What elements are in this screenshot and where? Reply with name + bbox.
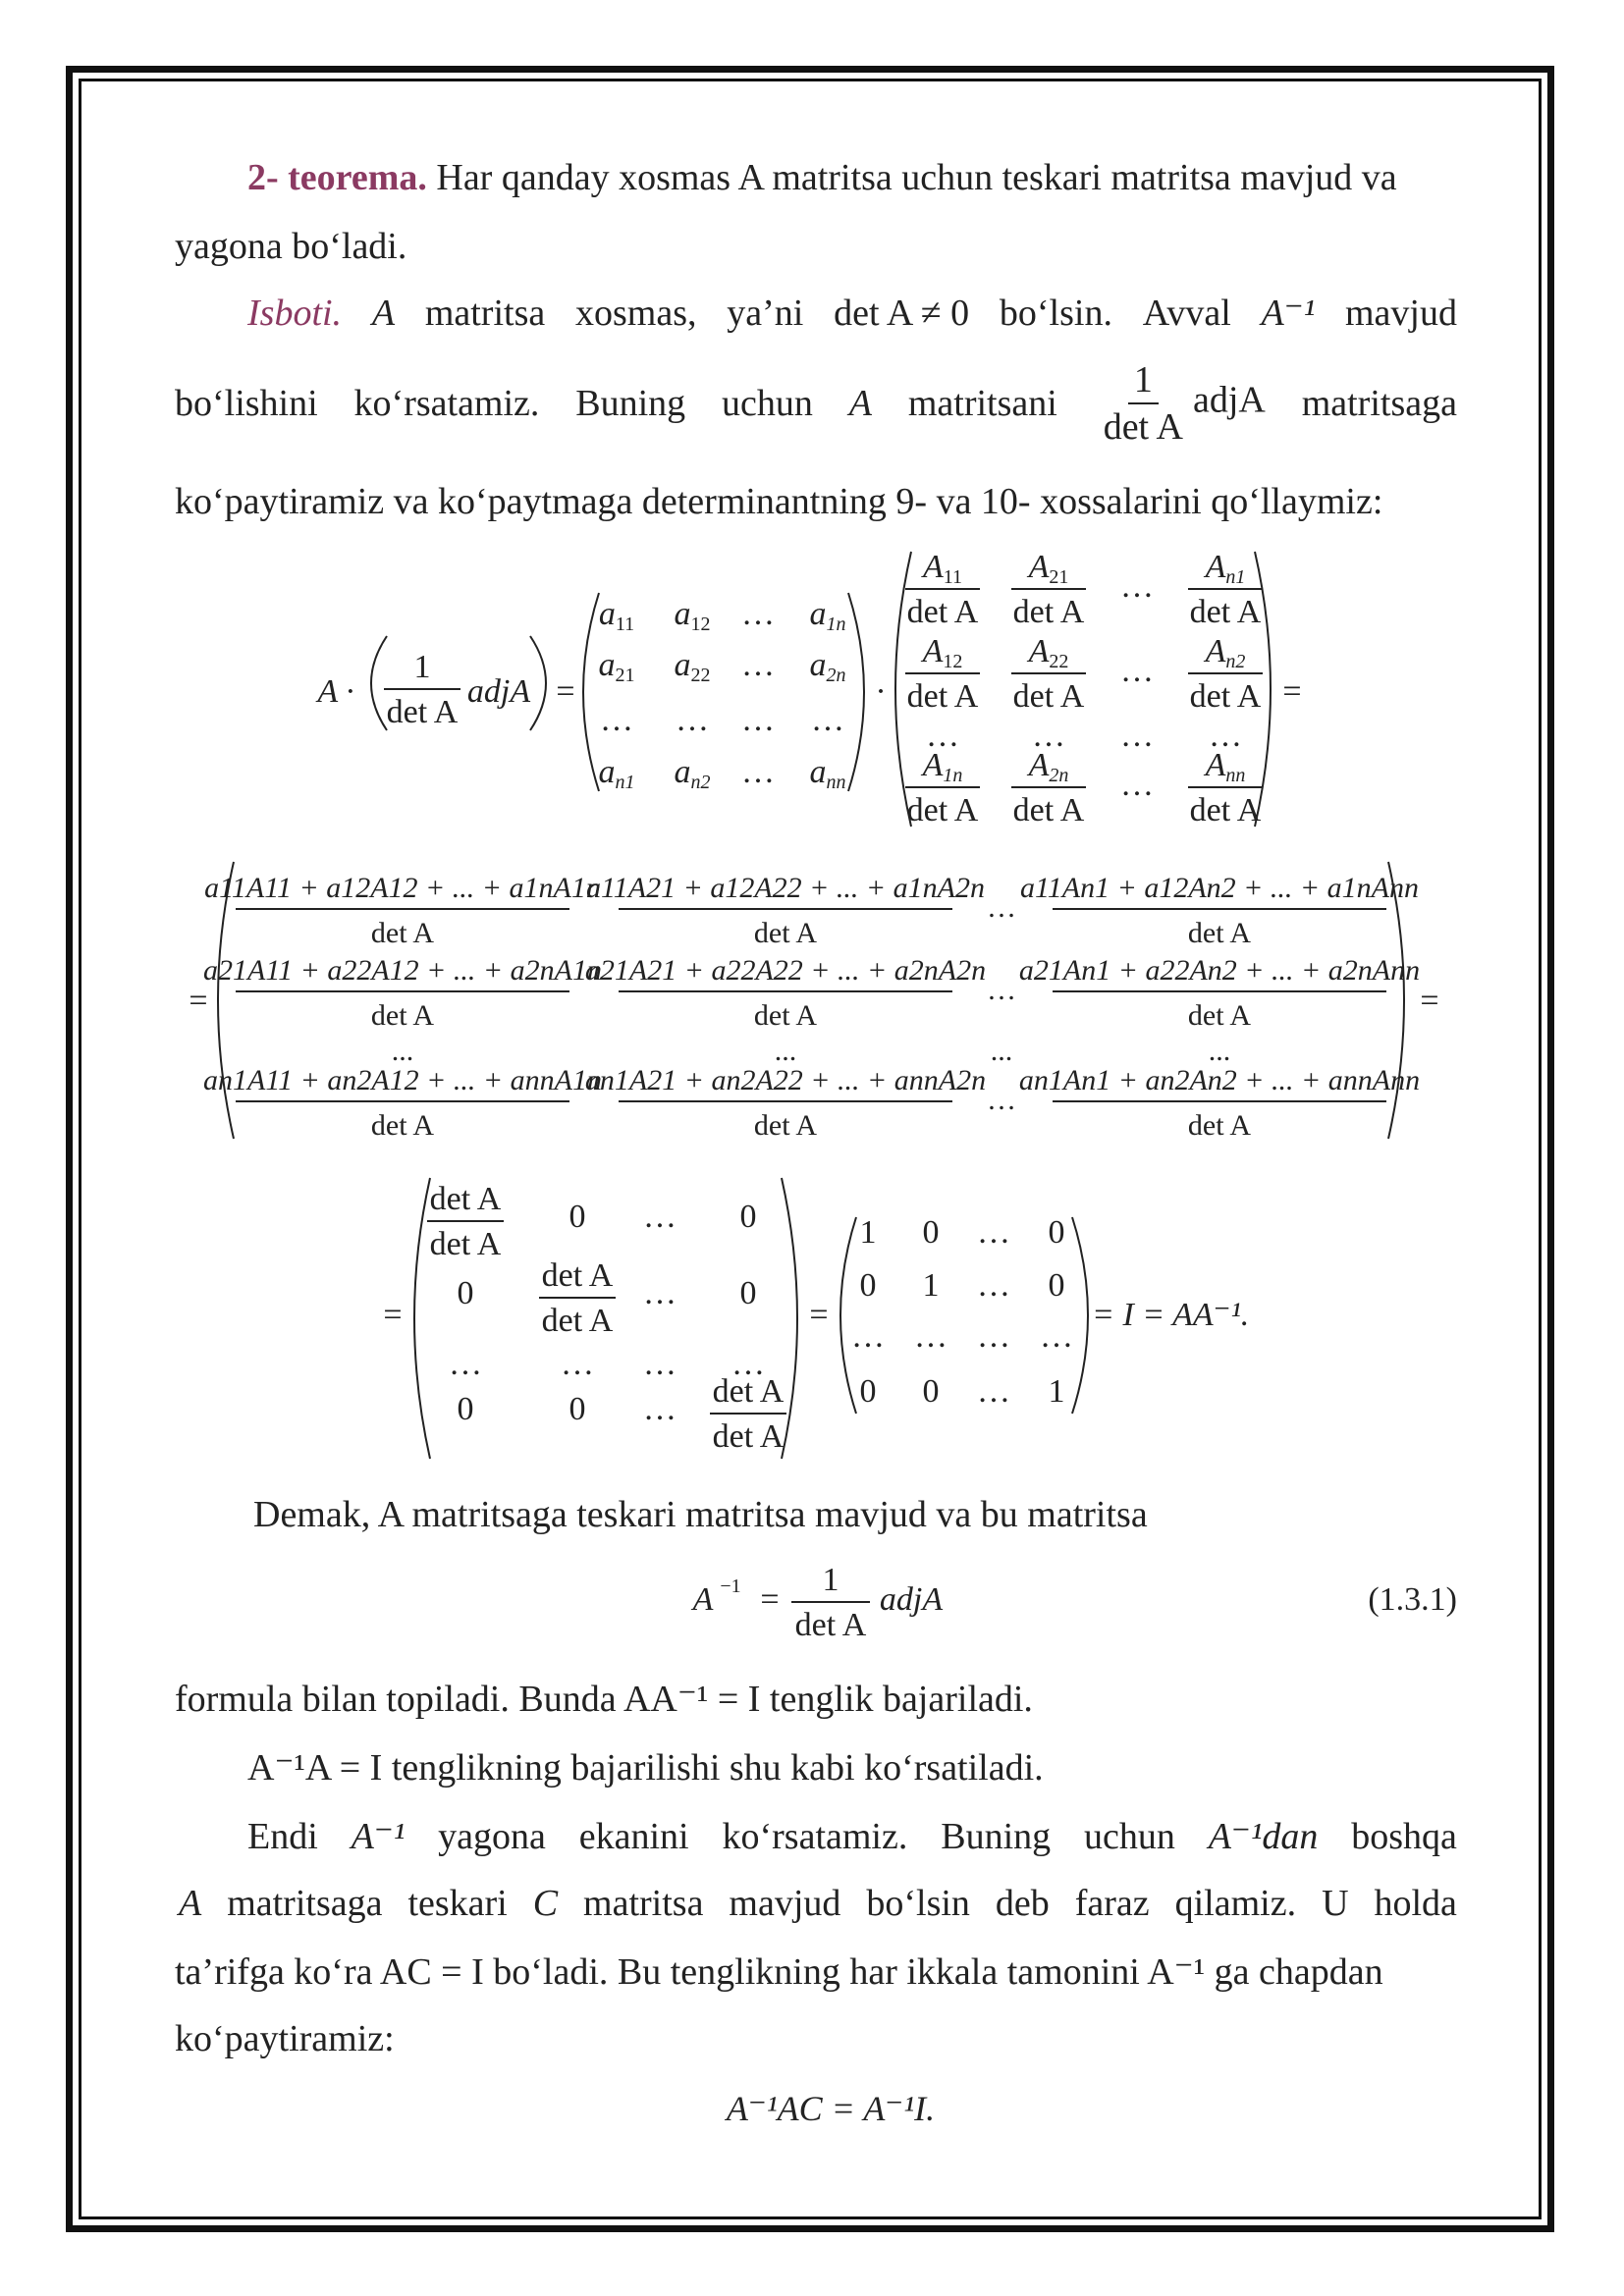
word: Buning	[575, 383, 686, 424]
math-text: det A	[1189, 678, 1262, 715]
math-text: …	[987, 974, 1016, 1006]
math-text: 1	[1048, 1373, 1065, 1410]
math-text: …	[977, 1373, 1010, 1410]
matrix-entry: A22	[1028, 633, 1069, 672]
matrix-entry: …	[600, 702, 633, 738]
math-text: …	[449, 1346, 482, 1382]
math-text: …	[987, 891, 1016, 924]
math-text: det A	[1012, 678, 1085, 715]
word: ya’ni	[727, 293, 804, 334]
word: qilamiz.	[1174, 1883, 1297, 1924]
word: ekanini	[578, 1816, 689, 1857]
math-text: …	[1120, 718, 1154, 754]
math-text: A	[692, 1581, 714, 1618]
math-text: det A	[541, 1257, 614, 1294]
math-text: ...	[774, 1035, 797, 1067]
word: det A ≠ 0	[834, 293, 970, 334]
theorem-text-cont: yagona bo‘ladi.	[175, 226, 407, 267]
math-text: det A	[386, 694, 459, 730]
equation-expanded	[189, 862, 1438, 1142]
word: ko‘rsatamiz.	[722, 1816, 908, 1857]
math-text: =	[1282, 673, 1302, 710]
math-text: =	[556, 673, 575, 710]
math-text: det A	[712, 1418, 785, 1455]
math-text: an1A21 + an2A22 + ... + annA2n	[584, 1064, 987, 1096]
math-text: …	[1120, 767, 1154, 803]
word: matritsani	[907, 383, 1057, 424]
math-text: det A	[753, 999, 818, 1032]
matrix-entry: a12	[674, 596, 711, 635]
kopaytiramiz-line: ko‘paytiramiz:	[175, 2018, 395, 2059]
word: deb	[995, 1883, 1050, 1924]
matrix-entry: …	[741, 647, 775, 683]
word: matritsaga	[227, 1883, 383, 1924]
adj-text: adjA	[1192, 379, 1266, 421]
math-text: ...	[1208, 1035, 1231, 1067]
matrix-entry: a21	[598, 647, 635, 686]
frac-den: det A	[1103, 406, 1183, 448]
math-text: adjA	[466, 673, 531, 710]
math-text: adjA	[879, 1581, 944, 1618]
math-text: det A	[1187, 999, 1252, 1032]
word: faraz	[1074, 1883, 1150, 1924]
matrix-entry: a11	[598, 596, 635, 635]
math-text: det A	[712, 1373, 785, 1410]
math-text: =	[1420, 983, 1439, 1019]
math-text: det A	[906, 678, 979, 715]
equation-product	[315, 549, 1301, 828]
formula-line: formula bilan topiladi. Bunda AA⁻¹ = I tenglik bajariladi.	[175, 1679, 1033, 1720]
equation-final	[725, 2089, 935, 2128]
word: xosmas,	[574, 293, 697, 334]
matrix-entry: a2n	[809, 647, 846, 686]
math-text: a11A11 + a12A12 + ... + a1nA1n	[204, 872, 601, 904]
matrix-entry: An2	[1205, 633, 1246, 672]
word: A	[371, 293, 396, 334]
frac-num: 1	[1128, 361, 1159, 404]
word: matritsa	[583, 1883, 704, 1924]
word: bo‘lsin	[866, 1883, 970, 1924]
matrix-entry: A12	[922, 633, 963, 672]
matrix-entry: Ann	[1205, 747, 1246, 786]
math-text: 1	[822, 1562, 839, 1598]
math-text: 0	[1048, 1214, 1065, 1251]
word: U	[1322, 1883, 1349, 1924]
math-text: …	[731, 1346, 765, 1382]
matrix-entry: …	[741, 754, 775, 790]
math-text: …	[643, 1391, 677, 1427]
math-text: …	[1032, 718, 1065, 754]
math-text: det A	[906, 792, 979, 828]
math-text: 0	[1048, 1267, 1065, 1304]
math-text: =	[383, 1297, 403, 1333]
math-text: = I = AA⁻¹.	[1092, 1297, 1250, 1333]
math-text: det A	[429, 1226, 502, 1262]
left-paren	[414, 1178, 430, 1459]
math-text: …	[643, 1275, 677, 1311]
math-text: …	[926, 718, 959, 754]
left-paren	[371, 636, 387, 730]
math-text: A ·	[317, 673, 354, 710]
math-text: …	[1209, 718, 1242, 754]
math-text: 1	[922, 1267, 940, 1304]
math-text: 0	[457, 1391, 474, 1427]
math-text: 0	[859, 1373, 877, 1410]
theorem-label: 2- teorema.	[247, 157, 427, 198]
word: ko‘rsatamiz.	[353, 383, 540, 424]
matrix-entry: …	[741, 702, 775, 738]
math-text: …	[1120, 568, 1154, 605]
matrix-entry: …	[741, 596, 775, 632]
math-text: det A	[429, 1181, 502, 1217]
math-text: A⁻¹AC = A⁻¹I.	[726, 2089, 936, 2128]
math-text: det A	[1189, 594, 1262, 630]
equation-inverse-formula	[691, 1562, 1457, 1643]
word: A⁻¹	[351, 1816, 406, 1857]
word: A⁻¹	[1261, 293, 1316, 334]
matrix-entry: A21	[1028, 549, 1069, 588]
math-text: an1An1 + an2An2 + ... + annAnn	[1018, 1064, 1421, 1096]
math-text: det A	[1012, 792, 1085, 828]
matrix-entry: …	[676, 702, 709, 738]
math-text: det A	[794, 1607, 867, 1643]
math-text: …	[977, 1214, 1010, 1251]
math-text: …	[977, 1318, 1010, 1355]
tarif-line: ta’rifga ko‘ra AC = I bo‘ladi. Bu tenglikning har ikkala tamonini A⁻¹ ga chapdan	[175, 1951, 1383, 1993]
matrix-entry: …	[811, 702, 844, 738]
demak-line: Demak, A matritsaga teskari matritsa mavjud va bu matritsa	[253, 1494, 1148, 1535]
math-text: det A	[1187, 917, 1252, 949]
matrix-entry: A11	[922, 549, 963, 588]
matrix-entry: a22	[674, 647, 711, 686]
math-text: …	[561, 1346, 594, 1382]
math-text: =	[189, 983, 208, 1019]
math-text: an1A11 + an2A12 + ... + annA1n	[203, 1064, 602, 1096]
matrix-entry: an2	[674, 754, 711, 793]
math-text: 0	[739, 1275, 757, 1311]
math-text: a11A21 + a12A22 + ... + a1nA2n	[586, 872, 985, 904]
a-inv-a-line: A⁻¹A = I tenglikning bajarilishi shu kabi ko‘rsatiladi.	[247, 1747, 1044, 1789]
word: mavjud	[1344, 293, 1457, 334]
matrix-entry: ann	[809, 754, 846, 793]
word: Endi	[247, 1816, 318, 1857]
math-text: a21A11 + a22A12 + ... + a2nA1n	[203, 954, 602, 987]
math-text: 0	[568, 1391, 586, 1427]
math-text: ·	[875, 673, 887, 710]
math-text: 1	[413, 649, 431, 685]
word: yagona	[438, 1816, 546, 1857]
math-text: det A	[1187, 1109, 1252, 1142]
proof-label: Isboti.	[247, 293, 343, 334]
left-paren	[583, 593, 599, 791]
math-text: 1	[859, 1214, 877, 1251]
math-text: det A	[1189, 792, 1262, 828]
math-text: =	[760, 1581, 780, 1618]
math-text: …	[1120, 653, 1154, 689]
matrix-entry: a1n	[809, 596, 846, 635]
matrix-entry: an1	[598, 754, 635, 793]
right-paren	[782, 1178, 797, 1459]
matrix-entry: An1	[1205, 549, 1246, 588]
word: matritsa	[424, 293, 546, 334]
math-text: −1	[720, 1575, 741, 1597]
math-text: det A	[753, 917, 818, 949]
math-text: =	[809, 1297, 829, 1333]
left-paren	[840, 1217, 856, 1414]
math-text: …	[914, 1318, 947, 1355]
word: uchun	[722, 383, 813, 424]
faraz-line	[179, 1885, 1457, 1922]
word: A	[848, 383, 872, 424]
word: Avval	[1142, 293, 1231, 334]
word: A⁻¹dan	[1208, 1816, 1319, 1857]
math-text: 0	[739, 1199, 757, 1235]
math-text: 0	[568, 1199, 586, 1235]
math-text: 0	[859, 1267, 877, 1304]
math-text: …	[977, 1267, 1010, 1304]
equation-identity	[383, 1178, 1249, 1459]
word: Buning	[941, 1816, 1052, 1857]
matrix-entry: A2n	[1028, 747, 1069, 786]
word: uchun	[1083, 1816, 1175, 1857]
word: holda	[1374, 1883, 1457, 1924]
math-text: (1.3.1)	[1368, 1581, 1457, 1618]
math-text: det A	[541, 1303, 614, 1339]
word: mavjud	[729, 1883, 841, 1924]
math-text: …	[987, 1084, 1016, 1116]
math-text: det A	[1012, 594, 1085, 630]
theorem-text: Har qanday xosmas A matritsa uchun teskari matritsa mavjud va	[436, 157, 1397, 198]
word: matritsaga	[1301, 383, 1457, 424]
right-paren	[848, 593, 864, 791]
word: C	[532, 1883, 559, 1924]
math-text: 0	[922, 1214, 940, 1251]
math-text: 0	[457, 1275, 474, 1311]
word: A	[179, 1883, 202, 1924]
right-paren	[530, 636, 546, 730]
math-text: …	[643, 1199, 677, 1235]
math-text: det A	[753, 1109, 818, 1142]
word: bo‘lsin.	[999, 293, 1112, 334]
math-text: ...	[990, 1035, 1013, 1067]
math-text: a11An1 + a12An2 + ... + a1nAnn	[1020, 872, 1419, 904]
math-text: det A	[370, 1109, 435, 1142]
math-text: a21An1 + a22An2 + ... + a2nAnn	[1018, 954, 1421, 987]
math-text: …	[643, 1346, 677, 1382]
math-text: det A	[906, 594, 979, 630]
proof-line-3: ko‘paytiramiz va ko‘paytmaga determinantning 9- va 10- xossalarini qo‘llaymiz:	[175, 481, 1383, 522]
math-text: …	[1040, 1318, 1073, 1355]
math-text: 0	[922, 1373, 940, 1410]
right-paren	[1072, 1217, 1088, 1414]
word: teskari	[407, 1883, 508, 1924]
math-text: det A	[370, 917, 435, 949]
matrix-entry: A1n	[922, 747, 963, 786]
word: bo‘lishini	[175, 383, 318, 424]
endi-line	[247, 1818, 1457, 1855]
word: boshqa	[1351, 1816, 1457, 1857]
math-text: det A	[370, 999, 435, 1032]
math-text: …	[851, 1318, 885, 1355]
math-text: a21A21 + a22A22 + ... + a2nA2n	[584, 954, 987, 987]
math-text: ...	[391, 1035, 414, 1067]
